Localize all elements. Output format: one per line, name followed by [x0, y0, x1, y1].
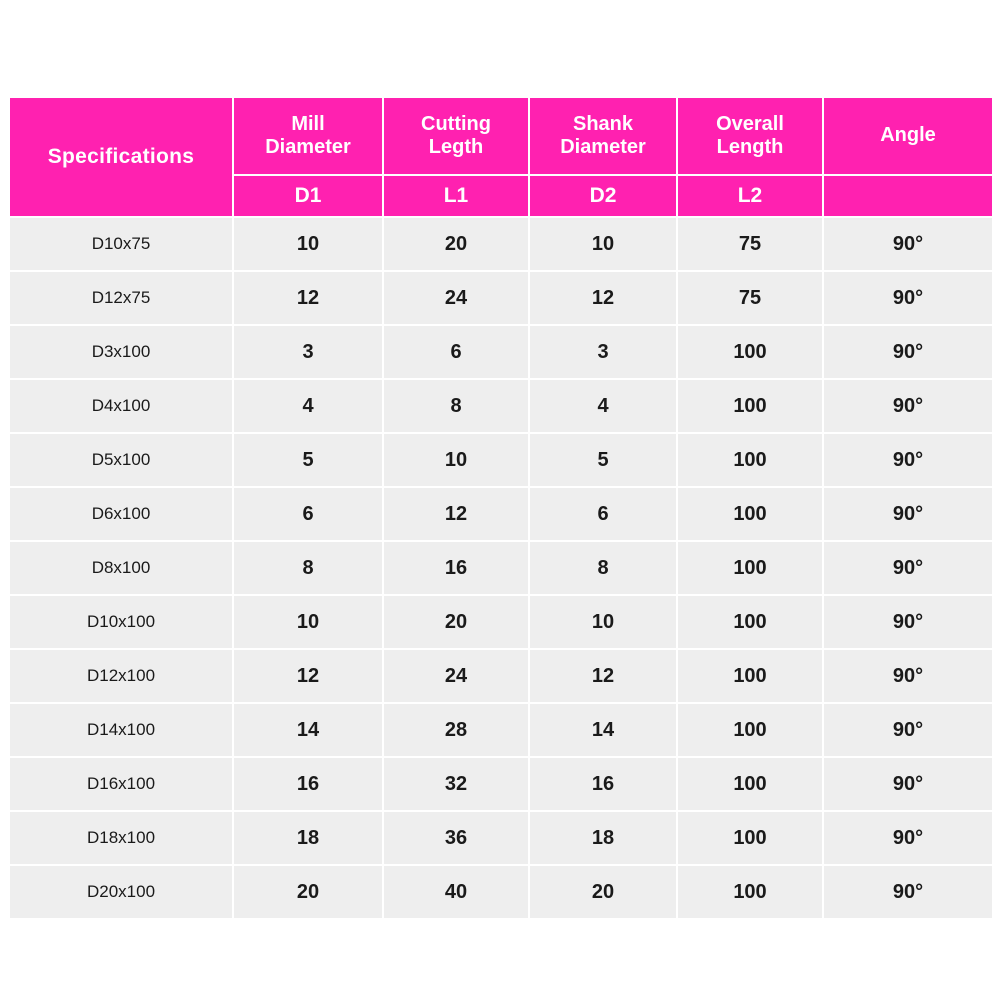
cell-overall-length: 100: [677, 649, 823, 703]
cell-overall-length: 100: [677, 757, 823, 811]
header-overall-length: [677, 97, 823, 175]
cell-overall-length: 75: [677, 217, 823, 271]
table-row: [9, 703, 993, 757]
header-specifications: Specifications: [9, 97, 233, 217]
cell-mill-diameter: 3: [233, 325, 383, 379]
cell-shank-diameter: 14: [529, 703, 677, 757]
cell-shank-diameter: 6: [529, 487, 677, 541]
cell-shank-diameter: 4: [529, 379, 677, 433]
cell-cutting-length: 36: [383, 811, 529, 865]
cell-overall-length: 100: [677, 811, 823, 865]
cell-overall-length: 100: [677, 595, 823, 649]
cell-mill-diameter: 6: [233, 487, 383, 541]
cell-mill-diameter: 18: [233, 811, 383, 865]
cell-mill-diameter: 10: [233, 595, 383, 649]
cell-overall-length: 100: [677, 325, 823, 379]
cell-angle: 90°: [823, 595, 993, 649]
cell-cutting-length: 24: [383, 271, 529, 325]
cell-angle: 90°: [823, 379, 993, 433]
cell-specification: D8x100: [9, 541, 233, 595]
header-cutting-length: [383, 97, 529, 175]
cell-specification: D20x100: [9, 865, 233, 919]
cell-specification: D12x100: [9, 649, 233, 703]
table-header: [9, 97, 993, 217]
cell-cutting-length: 16: [383, 541, 529, 595]
cell-mill-diameter: 10: [233, 217, 383, 271]
cell-mill-diameter: 12: [233, 649, 383, 703]
cell-specification: D18x100: [9, 811, 233, 865]
cell-overall-length: 75: [677, 271, 823, 325]
header-shank-diameter-line2: Diameter: [560, 136, 646, 158]
cell-shank-diameter: 10: [529, 595, 677, 649]
cell-overall-length: 100: [677, 865, 823, 919]
header-symbol-d2: D2: [529, 175, 677, 217]
table-row: [9, 433, 993, 487]
cell-mill-diameter: 16: [233, 757, 383, 811]
cell-angle: 90°: [823, 487, 993, 541]
header-symbol-l2: L2: [677, 175, 823, 217]
cell-mill-diameter: 4: [233, 379, 383, 433]
header-overall-length-line2: Length: [716, 136, 784, 158]
cell-specification: D3x100: [9, 325, 233, 379]
table-row: [9, 865, 993, 919]
cell-shank-diameter: 12: [529, 649, 677, 703]
cell-shank-diameter: 10: [529, 217, 677, 271]
cell-shank-diameter: 5: [529, 433, 677, 487]
header-cutting-length-line2: Legth: [428, 136, 484, 158]
cell-specification: D12x75: [9, 271, 233, 325]
cell-shank-diameter: 20: [529, 865, 677, 919]
cell-shank-diameter: 18: [529, 811, 677, 865]
table-row: [9, 811, 993, 865]
cell-cutting-length: 40: [383, 865, 529, 919]
cell-cutting-length: 6: [383, 325, 529, 379]
cell-shank-diameter: 8: [529, 541, 677, 595]
specifications-table: [8, 96, 994, 920]
cell-specification: D5x100: [9, 433, 233, 487]
cell-specification: D10x100: [9, 595, 233, 649]
cell-angle: 90°: [823, 271, 993, 325]
cell-overall-length: 100: [677, 379, 823, 433]
table-body: [9, 217, 993, 919]
cell-cutting-length: 12: [383, 487, 529, 541]
header-shank-diameter: [529, 97, 677, 175]
cell-cutting-length: 20: [383, 595, 529, 649]
cell-overall-length: 100: [677, 541, 823, 595]
cell-specification: D6x100: [9, 487, 233, 541]
header-symbol-angle: [823, 175, 993, 217]
cell-mill-diameter: 12: [233, 271, 383, 325]
cell-cutting-length: 20: [383, 217, 529, 271]
header-symbol-d1: D1: [233, 175, 383, 217]
cell-specification: D14x100: [9, 703, 233, 757]
cell-specification: D16x100: [9, 757, 233, 811]
cell-angle: 90°: [823, 865, 993, 919]
header-overall-length-line1: Overall: [716, 112, 784, 135]
table-row: [9, 217, 993, 271]
cell-overall-length: 100: [677, 487, 823, 541]
cell-cutting-length: 32: [383, 757, 529, 811]
header-angle-line1: Angle: [880, 124, 936, 147]
cell-mill-diameter: 20: [233, 865, 383, 919]
cell-mill-diameter: 14: [233, 703, 383, 757]
header-angle: [823, 97, 993, 175]
cell-angle: 90°: [823, 703, 993, 757]
cell-angle: 90°: [823, 811, 993, 865]
header-cutting-length-line1: Cutting: [421, 112, 491, 135]
cell-angle: 90°: [823, 757, 993, 811]
table-row: [9, 379, 993, 433]
cell-overall-length: 100: [677, 703, 823, 757]
cell-shank-diameter: 12: [529, 271, 677, 325]
table-row: [9, 757, 993, 811]
cell-angle: 90°: [823, 649, 993, 703]
cell-mill-diameter: 5: [233, 433, 383, 487]
header-mill-diameter-line1: Mill: [291, 112, 325, 135]
table-row: [9, 541, 993, 595]
table-row: [9, 649, 993, 703]
cell-angle: 90°: [823, 541, 993, 595]
header-mill-diameter: [233, 97, 383, 175]
cell-angle: 90°: [823, 217, 993, 271]
cell-cutting-length: 10: [383, 433, 529, 487]
cell-specification: D4x100: [9, 379, 233, 433]
table-row: [9, 595, 993, 649]
cell-overall-length: 100: [677, 433, 823, 487]
header-mill-diameter-line2: Diameter: [265, 136, 351, 158]
header-symbol-l1: L1: [383, 175, 529, 217]
table-row: [9, 487, 993, 541]
table-row: [9, 271, 993, 325]
header-row-titles: [9, 97, 993, 175]
cell-cutting-length: 28: [383, 703, 529, 757]
cell-cutting-length: 8: [383, 379, 529, 433]
header-shank-diameter-line1: Shank: [572, 112, 634, 135]
cell-shank-diameter: 3: [529, 325, 677, 379]
cell-mill-diameter: 8: [233, 541, 383, 595]
cell-shank-diameter: 16: [529, 757, 677, 811]
table-row: [9, 325, 993, 379]
cell-cutting-length: 24: [383, 649, 529, 703]
cell-angle: 90°: [823, 433, 993, 487]
cell-specification: D10x75: [9, 217, 233, 271]
cell-angle: 90°: [823, 325, 993, 379]
